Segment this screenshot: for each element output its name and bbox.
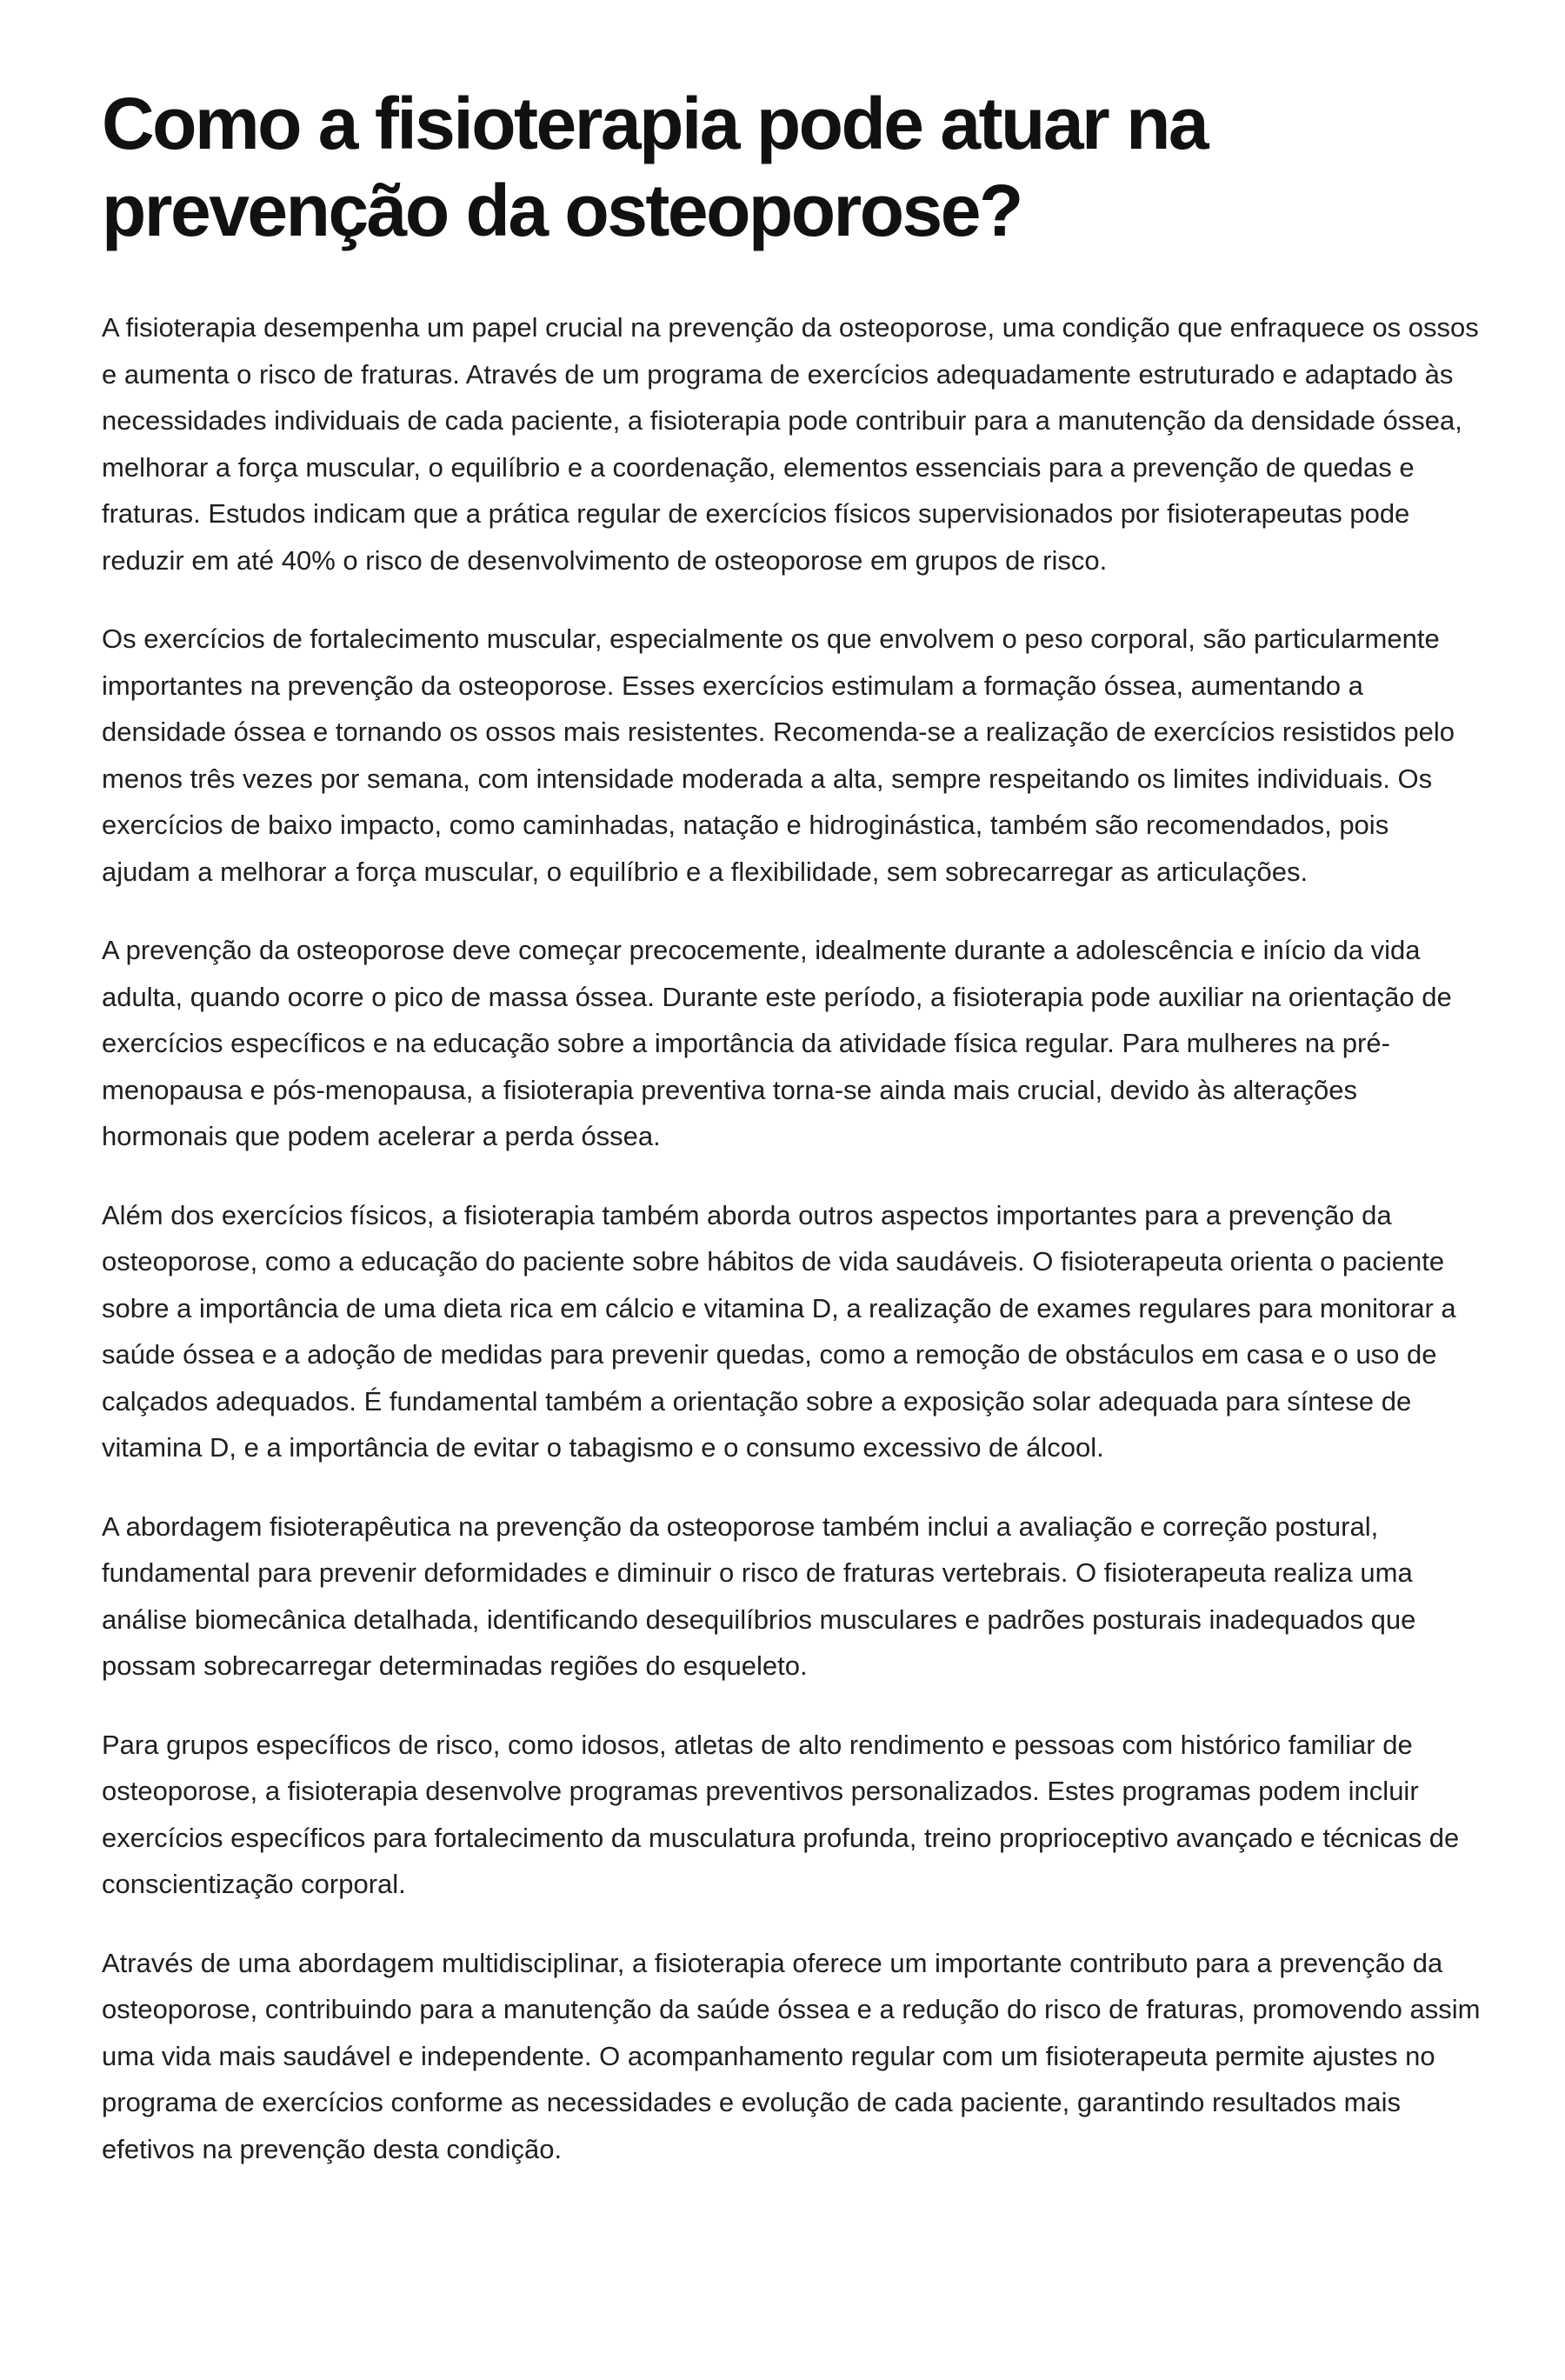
article-paragraph: Os exercícios de fortalecimento muscular, especialmente os que envolvem o peso corporal, são particularmente importantes na prevenção da osteoporose. Esses exercícios estimulam a formação óssea, aumentando a densidade óssea e tornando os ossos mais resistentes. Recomenda-se a realização de exercícios resistidos pelo menos três vezes por semana, com intensidade moderada a alta, sempre respeitando os limites individuais. Os exercícios de baixo impacto, como caminhadas, natação e hidroginástica, também são recomendados, pois ajudam a melhorar a força muscular, o equilíbrio e a flexibilidade, sem sobrecarregar as articulações. — [102, 623, 1455, 887]
article-paragraph: Através de uma abordagem multidisciplinar, a fisioterapia oferece um importante contributo para a prevenção da osteoporose, contribuindo para a manutenção da saúde óssea e a redução do risco de fraturas, promovendo assim uma vida mais saudável e independente. O acompanhamento regular com um fisioterapeuta permite ajustes no programa de exercícios conforme as necessidades e evolução de cada paciente, garantindo resultados mais efetivos na prevenção desta condição. — [102, 1947, 1481, 2164]
article-paragraph: A prevenção da osteoporose deve começar precocemente, idealmente durante a adolescência e início da vida adulta, quando ocorre o pico de massa óssea. Durante este período, a fisioterapia pode auxiliar na orientação de exercícios específicos e na educação sobre a importância da atividade física regular. Para mulheres na pré-menopausa e pós-menopausa, a fisioterapia preventiva torna-se ainda mais crucial, devido às alterações hormonais que podem acelerar a perda óssea. — [102, 935, 1452, 1151]
article-paragraph: A fisioterapia desempenha um papel crucial na prevenção da osteoporose, uma condição que enfraquece os ossos e aumenta o risco de fraturas. Através de um programa de exercícios adequadamente estruturado e adaptado às necessidades individuais de cada paciente, a fisioterapia pode contribuir para a manutenção da densidade óssea, melhorar a força muscular, o equilíbrio e a coordenação, elementos essenciais para a prevenção de quedas e fraturas. Estudos indicam que a prática regular de exercícios físicos supervisionados por fisioterapeutas pode reduzir em até 40% o risco de desenvolvimento de osteoporose em grupos de risco. — [102, 312, 1479, 576]
article-title: Como a fisioterapia pode atuar na prevenção da osteoporose? — [102, 83, 1208, 251]
article-paragraph: A abordagem fisioterapêutica na prevenção da osteoporose também inclui a avaliação e correção postural, fundamental para prevenir deformidades e diminuir o risco de fraturas vertebrais. O fisioterapeuta realiza uma análise biomecânica detalhada, identificando desequilíbrios musculares e padrões posturais inadequados que possam sobrecarregar determinadas regiões do esqueleto. — [102, 1510, 1416, 1681]
article-paragraph: Além dos exercícios físicos, a fisioterapia também aborda outros aspectos importantes para a prevenção da osteoporose, como a educação do paciente sobre hábitos de vida saudáveis. O fisioterapeuta orienta o paciente sobre a importância de uma dieta rica em cálcio e vitamina D, a realização de exames regulares para monitorar a saúde óssea e a adoção de medidas para prevenir quedas, como a remoção de obstáculos em casa e o uso de calçados adequados. É fundamental também a orientação sobre a exposição solar adequada para síntese de vitamina D, e a importância de evitar o tabagismo e o consumo excessivo de álcool. — [102, 1199, 1456, 1463]
article-paragraph: Para grupos específicos de risco, como idosos, atletas de alto rendimento e pessoas com histórico familiar de osteoporose, a fisioterapia desenvolve programas preventivos personalizados. Estes programas podem incluir exercícios específicos para fortalecimento da musculatura profunda, treino proprioceptivo avançado e técnicas de conscientização corporal. — [102, 1729, 1460, 1899]
article — [102, 80, 1484, 2204]
